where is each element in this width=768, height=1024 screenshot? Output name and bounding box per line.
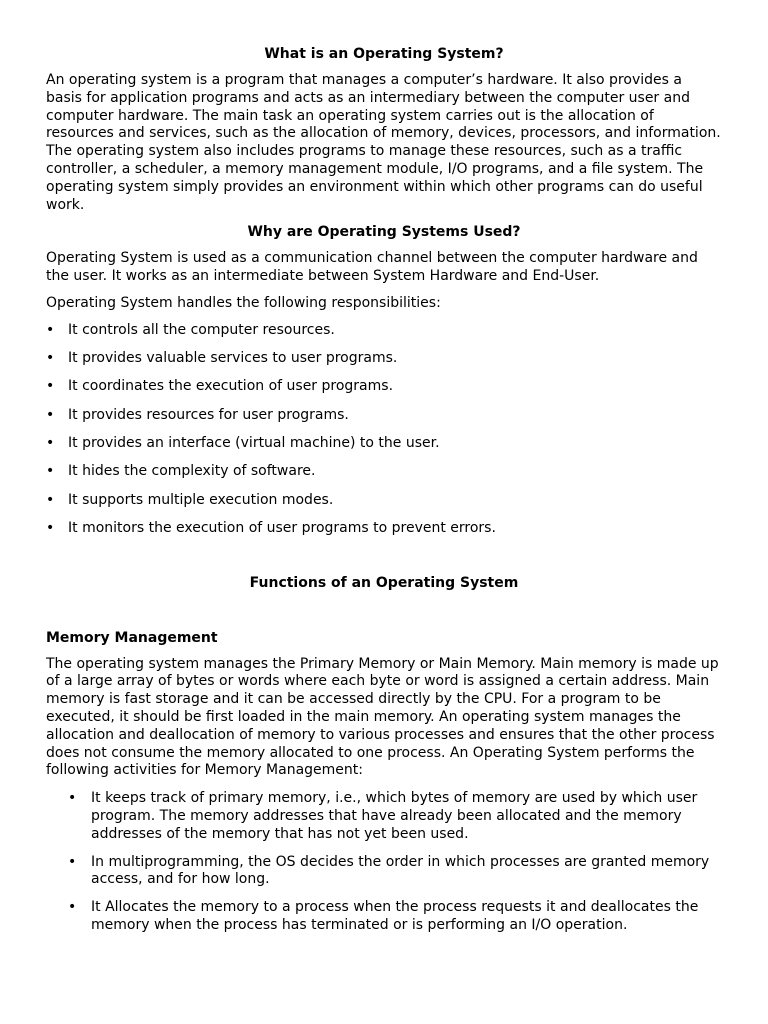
heading-what-is-os: What is an Operating System? [264,46,504,62]
list-item: • It provides valuable services to user programs. [46,350,398,367]
bullet-icon: • [46,434,55,451]
paragraph-what-is-os: An operating system is a program that manages a computer’s hardware. It also provides a basis for application programs and acts as an intermediary between the computer user and computer hardware. The main task an operating system carries out is the allocation of resources and services, such as the allocation of memory, devices, processors, and information. The operating system also includes programs to manage these resources, such as a traffic controller, a scheduler, a memory management module, I/O programs, and a file system. The operating system simply provides an environment within which other programs can do useful work. [46,72,721,213]
bullet-icon: • [46,350,55,367]
bullet-icon: • [46,463,55,480]
list-item: • It monitors the execution of user programs to prevent errors. [46,519,496,536]
memory-activities-list [68,790,722,935]
list-item: • It provides an interface (virtual machine) to the user. [46,434,440,451]
bullet-icon: • [46,378,55,395]
list-item: • It provides resources for user programs. [46,406,349,423]
list-item: • It coordinates the execution of user programs. [46,378,394,395]
bullet-icon: • [68,790,77,807]
paragraph-responsibilities-intro: Operating System handles the following responsibilities: [46,294,441,311]
document-page [46,44,722,945]
list-item: • It keeps track of primary memory, i.e., which bytes of memory are used by which user program. The memory addresses that have already been allocated and the memory addresses of the memory that has not yet been used. [68,790,698,842]
heading-memory-management: Memory Management [46,629,218,646]
heading-why-os-used: Why are Operating Systems Used? [247,224,521,241]
list-item: • It controls all the computer resources. [46,321,335,338]
paragraph-memory-management: The operating system manages the Primary Memory or Main Memory. Main memory is made up of a large array of bytes or words where each byte or word is assigned a certain address. Main memory is fast storage and it can be accessed directly by the CPU. For a program to be executed, it should be first loaded in the main memory. An operating system manages the allocation and deallocation of memory to various processes and ensures that the other process does not consume the memory allocated to one process. An Operating System performs the following activities for Memory Management: [46,655,719,779]
bullet-icon: • [46,406,55,423]
paragraph-why-os-used: Operating System is used as a communication channel between the computer hardware and the user. It works as an intermediate between System Hardware and End-User. [46,250,698,285]
heading-functions-of-os: Functions of an Operating System [249,574,519,591]
list-item: • It hides the complexity of software. [46,463,316,480]
bullet-icon: • [68,853,77,870]
bullet-icon: • [46,491,55,508]
list-item: • In multiprogramming, the OS decides the order in which processes are granted memory access, and for how long. [68,853,710,888]
list-item: • It supports multiple execution modes. [46,491,334,508]
bullet-icon: • [68,899,77,916]
responsibilities-list [46,322,722,538]
bullet-icon: • [46,321,55,338]
bullet-icon: • [46,519,55,536]
list-item: • It Allocates the memory to a process when the process requests it and deallocates the memory when the process has terminated or is performing an I/O operation. [68,899,699,933]
